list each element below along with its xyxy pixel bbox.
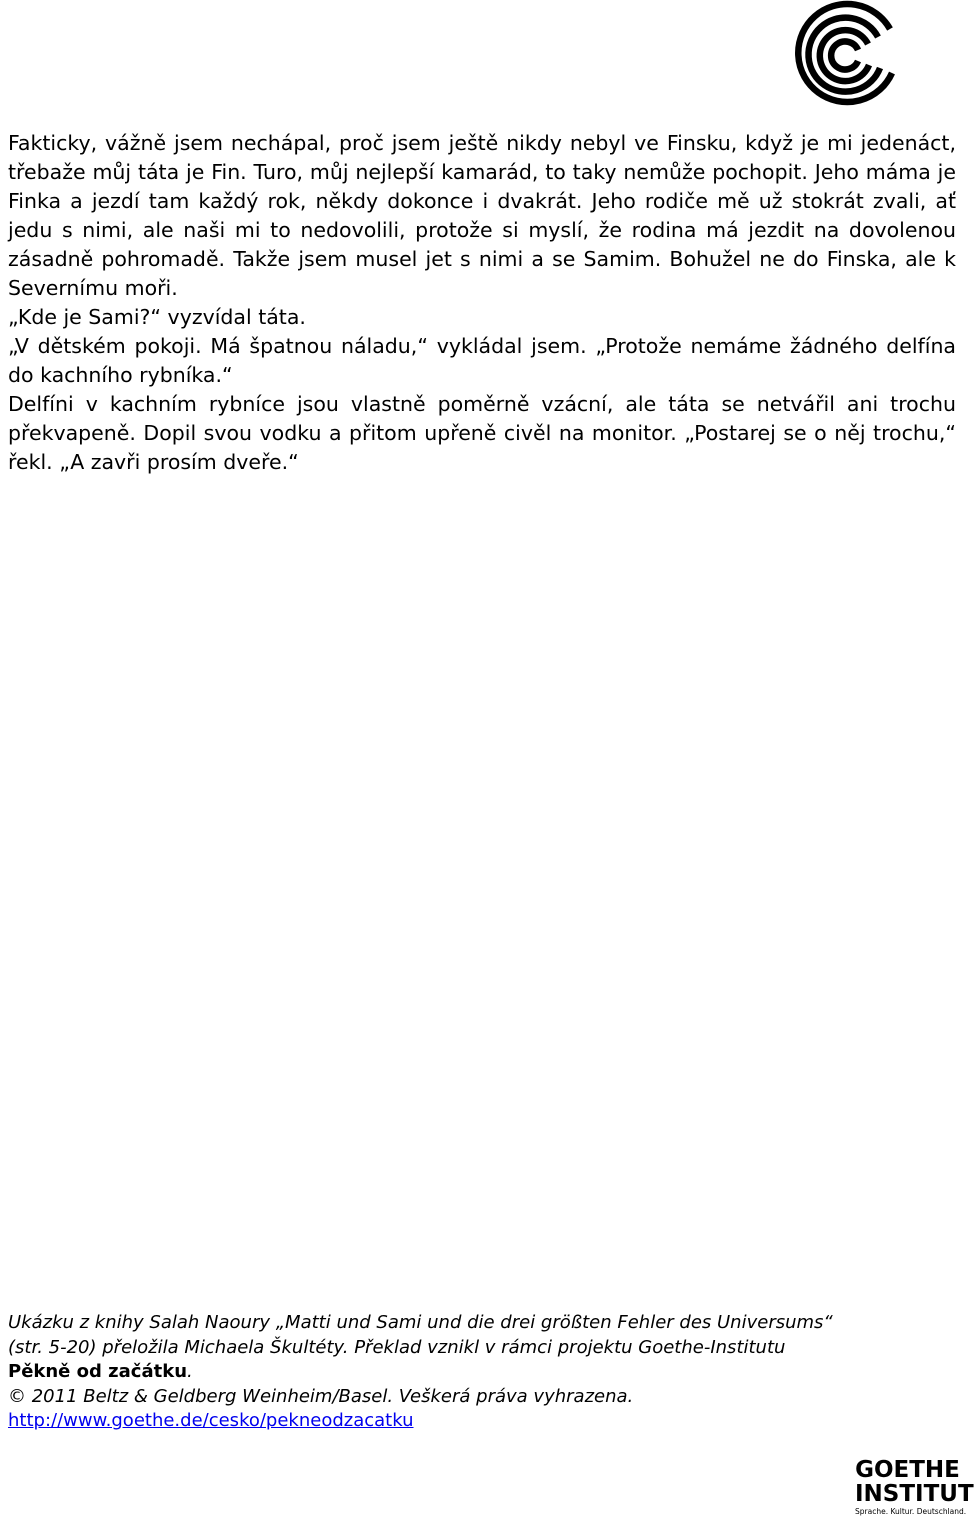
link-line xyxy=(8,1409,956,1434)
goethe-link[interactable]: http://www.goethe.de/cesko/pekneodzacatku xyxy=(8,1410,414,1431)
copyright-line: © 2011 Beltz & Geldberg Weinheim/Basel. Veškerá práva vyhrazena. xyxy=(8,1385,634,1407)
paragraph: „Kde je Sami?“ vyzvídal táta. xyxy=(8,305,306,329)
source-line: Ukázku z knihy Salah Naoury „Matti und Sami und die drei größten Fehler des Universums“ xyxy=(8,1312,833,1333)
paragraph: Delfíni v kachním rybníce jsou vlastně poměrně vzácní, ale táta se netvářil ani trochu překvapeně. Dopil svou vodku a přitom upřeně civěl na monitor. „Postarej se o něj trochu,“ řekl. „A zavři prosím dveře.“ xyxy=(8,392,956,474)
wordmark-line1: GOETHE xyxy=(855,1457,960,1483)
project-line xyxy=(8,1360,956,1385)
wordmark-tagline: Sprache. Kultur. Deutschland. xyxy=(855,1507,967,1516)
wordmark-line2: INSTITUT xyxy=(855,1481,974,1507)
goethe-institut-wordmark xyxy=(855,1457,974,1518)
paragraph: Fakticky, vážně jsem nechápal, proč jsem ještě nikdy nebyl ve Finsku, když je mi jedenáct, třebaže můj táta je Fin. Turo, můj nejlepší kamarád, to taky nemůže pochopit. Jeho máma je Finka a jezdí tam každý rok, někdy dokonce i dvakrát. Jeho rodiče mě už stokrát zvali, ať jedu s nimi, ale naši mi to nedovolili, protože si myslí, že rodina má jezdit na dovolenou zásadně pohromadě. Takže jsem musel jet s nimi a se Samim. Bohužel ne do Finska, ale k Severnímu moři. xyxy=(8,131,956,300)
translator-line: (str. 5-20) přeložila Michaela Škultéty. Překlad vznikl v rámci projektu Goethe-Institutu xyxy=(8,1336,786,1358)
credits-footer xyxy=(8,1311,956,1434)
project-name: Pěkně od začátku xyxy=(8,1361,188,1382)
story-text xyxy=(8,129,956,477)
project-suffix: . xyxy=(187,1361,193,1382)
paragraph: „V dětském pokoji. Má špatnou náladu,“ vykládal jsem. „Protože nemáme žádného delfína do kachního rybníka.“ xyxy=(8,334,956,387)
goethe-swirl-logo-icon xyxy=(792,2,898,108)
